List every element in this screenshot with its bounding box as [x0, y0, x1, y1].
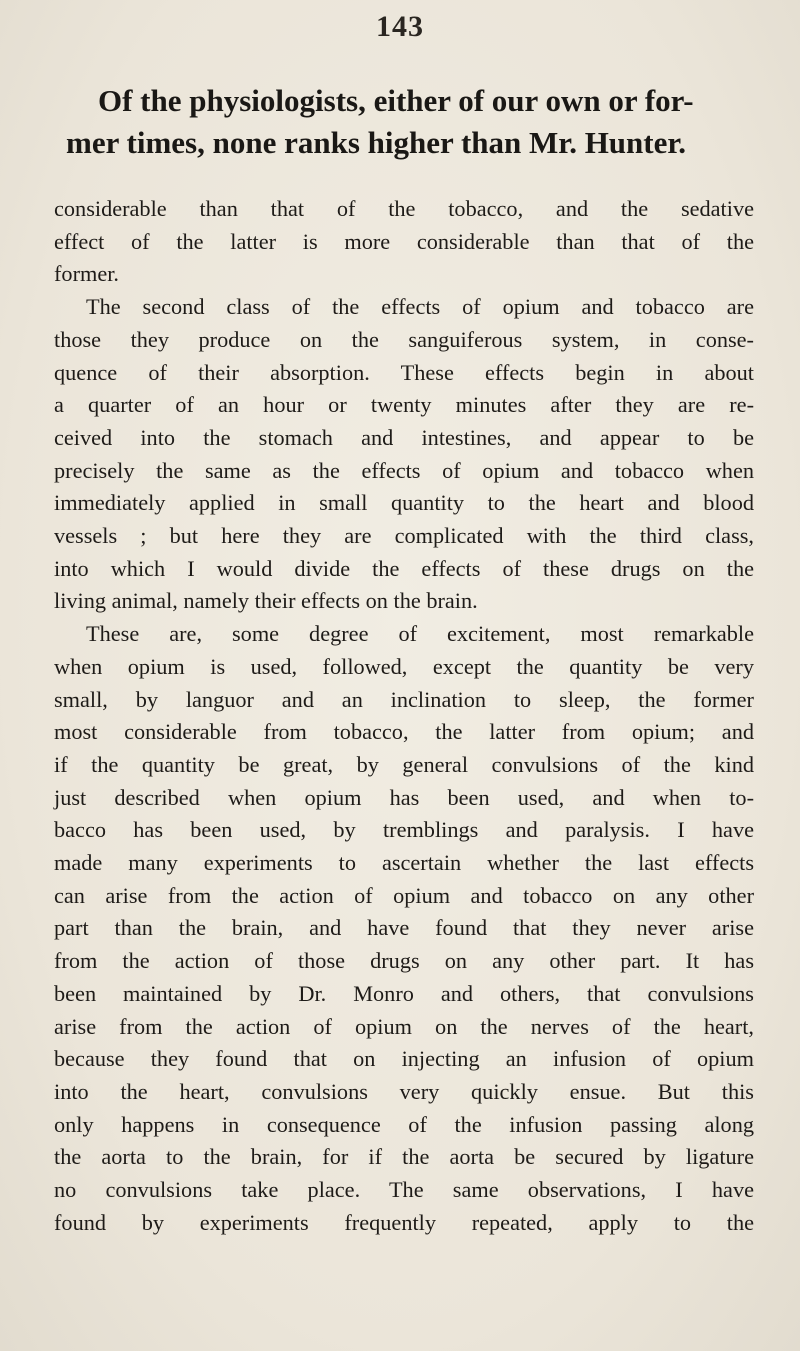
text-line: immediately applied in small quantity to the heart and blood [54, 490, 754, 516]
header-quote-line: mer times, none ranks higher than Mr. Hunter. [66, 125, 687, 160]
text-line: into which I would divide the effects of these drugs on the [54, 555, 754, 581]
text-line: arise from the action of opium on the nerves of the heart, [54, 1013, 754, 1039]
text-line: no convulsions take place. The same observations, I have [54, 1177, 754, 1203]
text-line: most considerable from tobacco, the latter from opium; and [54, 719, 754, 745]
paragraph-start-line: The second class of the effects of opium and tobacco are [86, 294, 754, 320]
text-line: when opium is used, followed, except the quantity be very [54, 653, 754, 679]
paragraph-start-line: These are, some degree of excitement, most remarkable [86, 621, 754, 647]
page-number: 143 [376, 10, 424, 43]
text-line: from the action of those drugs on any other part. It has [54, 948, 754, 974]
text-line: considerable than that of the tobacco, and the sedative [54, 196, 754, 221]
text-line: just described when opium has been used, and when to- [54, 784, 754, 810]
text-line: into the heart, convulsions very quickly ensue. But this [54, 1078, 754, 1104]
text-line: quence of their absorption. These effects begin in about [54, 359, 754, 385]
text-line: been maintained by Dr. Monro and others, that convulsions [54, 980, 754, 1006]
text-line: precisely the same as the effects of opium and tobacco when [54, 457, 754, 483]
text-line: small, by languor and an inclination to sleep, the former [54, 686, 754, 712]
text-line: only happens in consequence of the infusion passing along [54, 1111, 754, 1137]
text-line: bacco has been used, by tremblings and paralysis. I have [54, 817, 754, 843]
text-line: effect of the latter is more considerable than that of the [54, 228, 754, 254]
header-quote [66, 80, 746, 164]
text-line: can arise from the action of opium and tobacco on any other [54, 882, 754, 908]
text-line: those they produce on the sanguiferous system, in conse- [54, 326, 754, 352]
text-line: former. [54, 261, 120, 287]
text-line: vessels ; but here they are complicated with the third class, [54, 523, 754, 549]
text-line: made many experiments to ascertain whether the last effects [54, 850, 754, 876]
text-line: ceived into the stomach and intestines, and appear to be [54, 424, 754, 450]
header-quote-line: Of the physiologists, either of our own or for- [98, 83, 694, 118]
text-line: if the quantity be great, by general convulsions of the kind [54, 751, 754, 777]
body-text [54, 193, 754, 1240]
text-line: living animal, namely their effects on the brain. [54, 588, 478, 614]
text-line: part than the brain, and have found that they never arise [54, 915, 754, 941]
text-line: the aorta to the brain, for if the aorta be secured by ligature [54, 1144, 754, 1170]
text-line: a quarter of an hour or twenty minutes after they are re- [54, 392, 754, 418]
text-line: found by experiments frequently repeated, apply to the [54, 1209, 754, 1235]
text-line: because they found that on injecting an infusion of opium [54, 1046, 754, 1072]
